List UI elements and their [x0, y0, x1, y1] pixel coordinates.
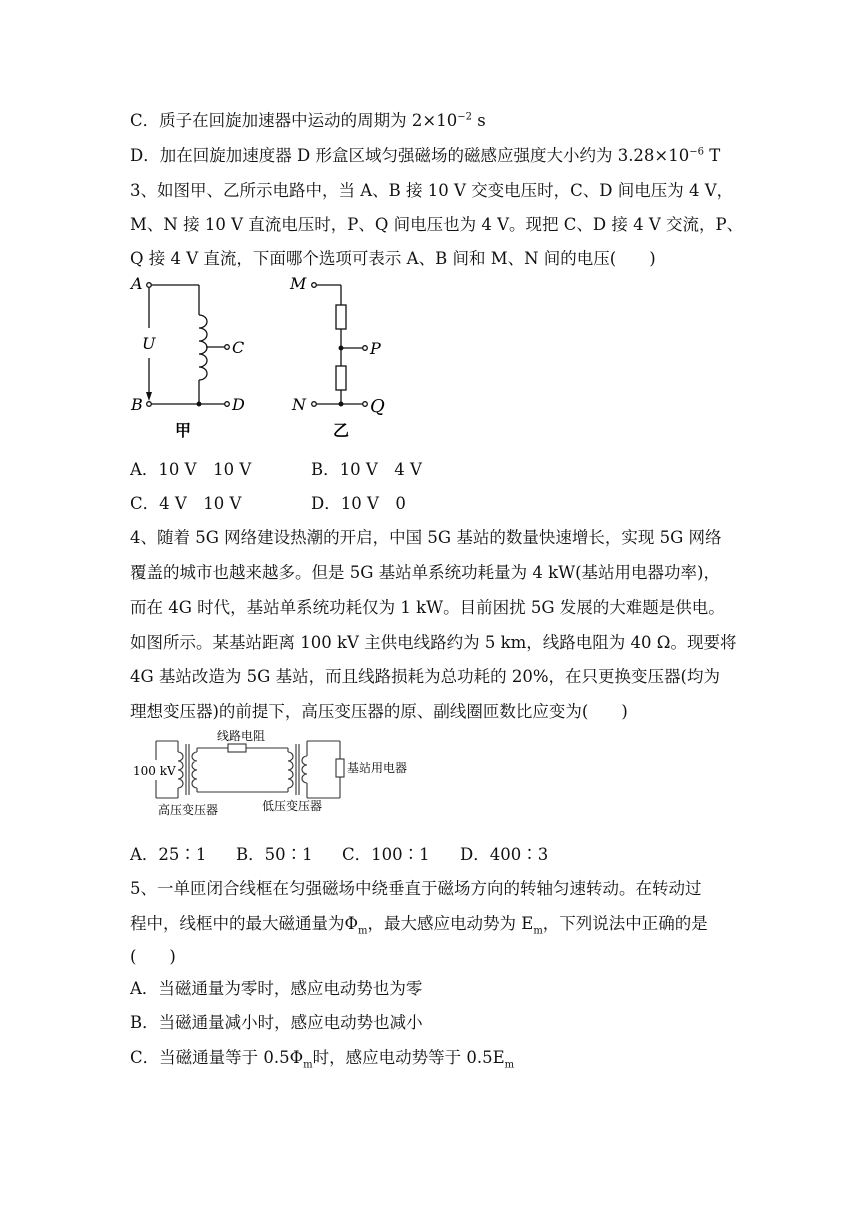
circuit-yi	[312, 283, 368, 407]
q4-stem-line-6: 理想变压器)的前提下，高压变压器的原、副线圈匝数比应变为( )	[130, 702, 628, 721]
q4-stem-line-1: 4、随着 5G 网络建设热潮的开启，中国 5G 基站的数量快速增长，实现 5G 网络	[130, 528, 722, 547]
q5-option-c-subscript-e: m	[504, 1059, 515, 1071]
q3-stem-line-2: M、N 接 10 V 直流电压时，P、Q 间电压也为 4 V。现把 C、D 接 4 V 交流，P、	[130, 215, 744, 234]
q5-option-c-subscript-phi: m	[303, 1059, 313, 1071]
q2-option-d-text: D．加在回旋加速度器 D 形盒区域匀强磁场的磁感应强度大小约为 3.28×10	[130, 146, 690, 165]
q5-subscript-phi: m	[358, 925, 368, 937]
q2-option-d-unit: T	[704, 146, 721, 165]
q3-circuit-figure	[125, 272, 385, 442]
q5-stem-line-2-part-2: ，最大感应电动势为 E	[367, 914, 534, 933]
q5-subscript-e: m	[533, 925, 543, 937]
q5-option-c-part-1: C．当磁通量等于 0.5Φ	[130, 1048, 304, 1067]
q5-stem-line-2-part-3: ，下列说法中正确的是	[542, 914, 708, 933]
q3-stem-line-3: Q 接 4 V 直流，下面哪个选项可表示 A、B 间和 M、N 间的电压( )	[130, 249, 656, 268]
q5-stem-line-2	[130, 913, 708, 935]
caption-jia: 甲	[175, 421, 192, 440]
q4-power-supply-figure	[128, 728, 428, 818]
q5-stem-line-2-part-1: 程中，线框中的最大磁通量为Φ	[130, 914, 359, 933]
label-100kv: 100 kV	[133, 764, 176, 778]
q3-stem-line-1: 3、如图甲、乙所示电路中，当 A、B 接 10 V 交变电压时，C、D 间电压为 4 V，	[130, 181, 734, 200]
label-line-resistance: 线路电阻	[217, 729, 266, 743]
label-c: C	[232, 338, 245, 357]
q5-answer-blank: ( )	[130, 947, 176, 966]
q4-stem-line-5: 4G 基站改造为 5G 基站，而且线路损耗为总功耗的 20%，在只更换变压器(均为	[130, 667, 720, 686]
q5-option-c	[130, 1047, 514, 1069]
q4-option-a: A．25∶1	[130, 845, 207, 864]
q3-option-a: A．10 V 10 V	[130, 460, 252, 479]
label-u: U	[142, 334, 156, 353]
q2-option-d	[130, 145, 720, 167]
label-lv-transformer: 低压变压器	[262, 799, 323, 813]
label-q: Q	[370, 396, 385, 417]
label-base-station-load: 基站用电器	[347, 761, 408, 775]
q2-option-c	[130, 110, 486, 132]
q3-option-d: D．10 V 0	[311, 494, 406, 513]
label-a: A	[131, 274, 143, 293]
q5-stem-line-1: 5、一单匝闭合线框在匀强磁场中绕垂直于磁场方向的转轴匀速转动。在转动过	[130, 879, 702, 898]
q5-option-b: B．当磁通量减小时，感应电动势也减小	[130, 1013, 423, 1032]
label-d: D	[232, 395, 245, 414]
circuit-jia	[146, 283, 229, 407]
q3-option-b: B．10 V 4 V	[311, 460, 422, 479]
label-hv-transformer: 高压变压器	[158, 803, 219, 817]
q5-option-c-part-2: 时，感应电动势等于 0.5E	[312, 1048, 505, 1067]
q5-option-a: A．当磁通量为零时，感应电动势也为零	[130, 979, 423, 998]
q4-option-c: C．100∶1	[342, 845, 430, 864]
q4-option-b: B．50∶1	[236, 845, 313, 864]
label-m: M	[290, 274, 307, 293]
label-n: N	[292, 395, 306, 414]
q2-option-d-exponent: −6	[689, 146, 705, 158]
label-b: B	[131, 395, 143, 414]
q2-option-c-exponent: −2	[457, 111, 472, 123]
q2-option-c-unit: s	[471, 111, 486, 130]
q2-option-c-text: C．质子在回旋加速器中运动的周期为 2×10	[130, 111, 458, 130]
q4-option-d: D．400∶3	[460, 845, 549, 864]
caption-yi: 乙	[333, 421, 350, 440]
q4-stem-line-3: 而在 4G 时代，基站单系统功耗仅为 1 kW。目前困扰 5G 发展的大难题是供电。	[130, 598, 725, 617]
q3-option-c: C．4 V 10 V	[130, 494, 242, 513]
q4-stem-line-4: 如图所示。某基站距离 100 kV 主供电线路约为 5 km，线路电阻为 40 Ω。现要将	[130, 633, 737, 652]
label-p: P	[370, 339, 381, 358]
q4-stem-line-2: 覆盖的城市也越来越多。但是 5G 基站单系统功耗量为 4 kW(基站用电器功率)，	[130, 563, 720, 582]
